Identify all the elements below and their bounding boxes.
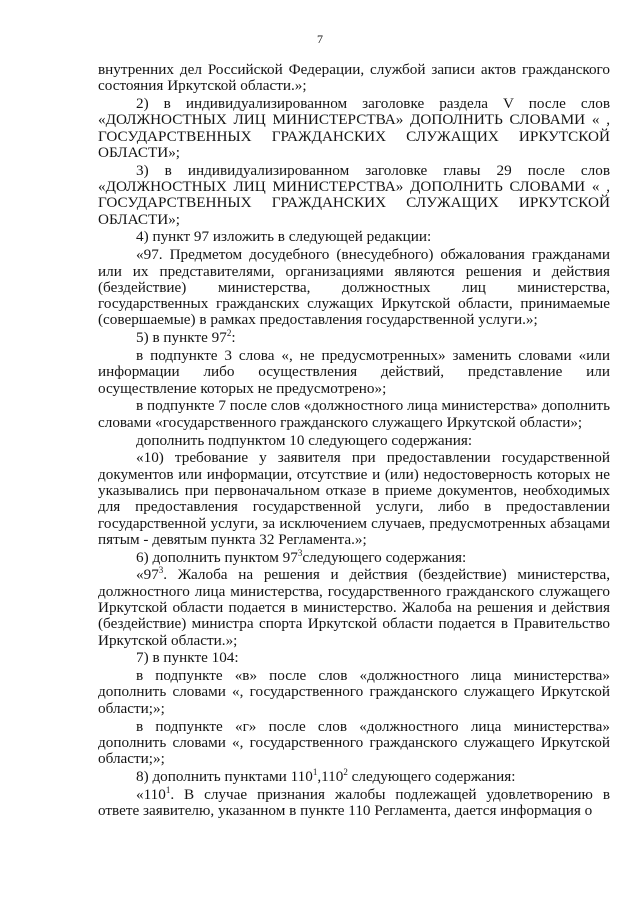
paragraph-text: в подпункте «г» после слов «должностного лица министерства» дополнить словами «, государственного гражданского служащего Иркутской области;»; <box>98 717 610 768</box>
paragraph-text: . В случае признания жалобы подлежащей удовлетворению в ответе заявителю, указанном в пункте 110 Регламента, дается информация о <box>98 785 610 820</box>
superscript: 3 <box>158 565 164 576</box>
paragraph-text: 7) в пункте 104: <box>136 649 239 667</box>
paragraph <box>98 163 610 228</box>
paragraph-text: 5) в пункте 97 <box>136 329 227 347</box>
paragraph <box>98 450 610 548</box>
paragraph-text: : <box>231 329 236 347</box>
paragraph <box>98 668 610 717</box>
paragraph <box>98 96 610 161</box>
paragraph <box>98 398 610 431</box>
paragraph-text: 2) в индивидуализированном заголовке раздела V после слов «ДОЛЖНОСТНЫХ ЛИЦ МИНИСТЕРСТВА» ДОПОЛНИТЬ СЛОВАМИ « , ГОСУДАРСТВЕННЫХ ГРАЖДАНСКИХ СЛУЖАЩИХ ИРКУТСКОЙ ОБЛАСТИ»; <box>98 95 610 161</box>
paragraph-text: «110 <box>136 785 166 803</box>
superscript: 2 <box>226 328 232 339</box>
paragraph-text: в подпункте 3 слова «, не предусмотренных» заменить словами «или информации либо осуществления действий, представление или осуществление которых не предусмотрено»; <box>98 347 610 397</box>
paragraph-text: «97 <box>136 566 159 584</box>
paragraph <box>98 330 610 346</box>
superscript: 2 <box>343 766 348 777</box>
paragraph-text: дополнить подпунктом 10 следующего содержания: <box>136 431 473 449</box>
paragraph-text: следующего содержания: <box>302 548 467 566</box>
paragraph-text: следующего содержания: <box>347 767 516 785</box>
paragraph-text: . Жалоба на решения и действия (бездействие) министерства, должностного лица министерства, государственного гражданского служащего Иркутской области подается в министерство. Жалоба на решения и действия (бездействие) министра спорта Иркутской области подается в Правительство Иркутской области.»; <box>98 566 610 649</box>
paragraph <box>98 62 610 95</box>
paragraph-text: 3) в индивидуализированном заголовке главы 29 после слов «ДОЛЖНОСТНЫХ ЛИЦ МИНИСТЕРСТВА» ДОПОЛНИТЬ СЛОВАМИ « , ГОСУДАРСТВЕННЫХ ГРАЖДАНСКИХ СЛУЖАЩИХ ИРКУТСКОЙ ОБЛАСТИ»; <box>98 161 610 228</box>
paragraph-text: «10) требование у заявителя при предоставлении государственной документов или информации, отсутствие и (или) недостоверность которых не указывались при первоначальном отказе в приеме документов, необходимых для предоставления государственной услуги, либо в предоставлении государственной услуги, за исключением случаев, предусмотренных абзацами пятым - девятым пункта 32 Регламента.»; <box>98 449 610 548</box>
page-number: 7 <box>317 32 323 46</box>
paragraph <box>98 567 610 648</box>
paragraph <box>98 229 610 245</box>
paragraph-text: 6) дополнить пунктом 97 <box>136 548 298 566</box>
paragraph-text: внутренних дел Российской Федерации, службой записи актов гражданского состояния Иркутской области.»; <box>98 61 610 95</box>
paragraph <box>98 650 610 666</box>
document-body <box>98 62 610 819</box>
superscript: 1 <box>312 766 318 777</box>
paragraph-text: 4) пункт 97 изложить в следующей редакции: <box>136 228 432 246</box>
paragraph <box>98 547 610 566</box>
paragraph <box>98 719 610 768</box>
paragraph-text: 8) дополнить пунктами 110 <box>136 767 313 785</box>
paragraph <box>98 348 610 397</box>
paragraph <box>98 247 610 328</box>
superscript: 1 <box>165 784 171 795</box>
paragraph <box>98 766 610 785</box>
paragraph <box>98 433 610 449</box>
paragraph-text: ,110 <box>317 767 344 785</box>
superscript: 3 <box>297 547 303 558</box>
paragraph-text: «97. Предметом досудебного (внесудебного) обжалования гражданами или их представителями, организациями являются решения и действия (бездействие) министерства, должностных лиц министерства, государственных гражданских служащих Иркутской области, принимаемые (совершаемые) в рамках предоставления государственной услуги.»; <box>98 246 610 329</box>
paragraph-text: в подпункте 7 после слов «должностного лица министерства» дополнить словами «государственного гражданского служащего Иркутской области»; <box>98 397 610 431</box>
paragraph <box>98 784 610 820</box>
paragraph-text: в подпункте «в» после слов «должностного лица министерства» дополнить словами «, государственного гражданского служащего Иркутской области;»; <box>98 667 610 717</box>
